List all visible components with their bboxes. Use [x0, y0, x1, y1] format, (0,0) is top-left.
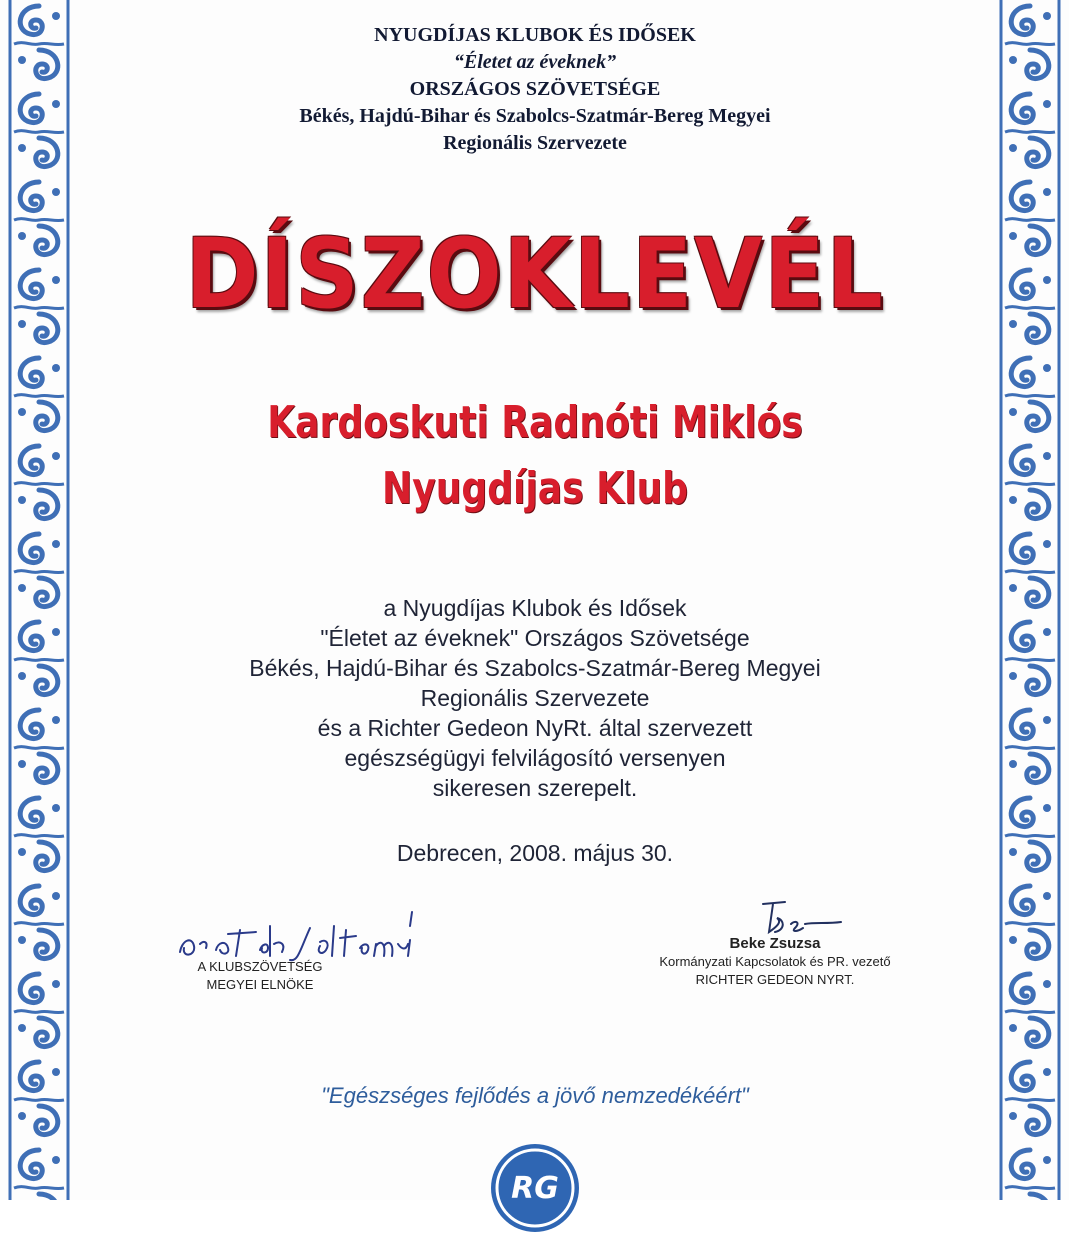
header-line: “Életet az éveknek”: [453, 51, 617, 73]
issuer-header: [130, 22, 940, 157]
body-line: sikeresen szerepelt.: [432, 775, 638, 801]
body-line: a Nyugdíjas Klubok és Idősek: [383, 595, 687, 621]
richter-gedeon-logo-icon: [487, 1140, 583, 1236]
signature-right-handwriting: [755, 898, 845, 938]
certificate-body: [130, 593, 940, 803]
ornamental-border-right: [991, 0, 1069, 1200]
header-line: Regionális Szervezete: [443, 132, 627, 154]
body-line: és a Richter Gedeon NyRt. által szervezett: [317, 715, 753, 741]
body-line: Regionális Szervezete: [420, 685, 650, 711]
signature-right-title: RICHTER GEDEON NYRT.: [695, 972, 855, 987]
svg-text:RG: RG: [511, 1171, 559, 1206]
signature-right-name: Beke Zsuzsa: [729, 935, 821, 952]
recipient-line: Nyugdíjas Klub: [381, 463, 689, 514]
certificate-title: DÍSZOKLEVÉL: [185, 218, 885, 330]
signature-left-title: A KLUBSZÖVETSÉG: [197, 959, 323, 974]
header-line: Békés, Hajdú-Bihar és Szabolcs-Szatmár-Bereg Megyei: [299, 105, 771, 127]
body-line: "Életet az éveknek" Országos Szövetsége: [320, 625, 750, 651]
signature-left: [160, 958, 360, 994]
header-line: NYUGDÍJAS KLUBOK ÉS IDŐSEK: [374, 24, 696, 46]
signature-right: [610, 935, 940, 989]
recipient-name: [203, 390, 867, 522]
header-line: ORSZÁGOS SZÖVETSÉGE: [409, 78, 661, 100]
recipient-line: Kardoskuti Radnóti Miklós: [267, 397, 803, 448]
signature-left-title: MEGYEI ELNÖKE: [206, 977, 314, 992]
signature-right-title: Kormányzati Kapcsolatok és PR. vezető: [659, 954, 891, 969]
body-line: Békés, Hajdú-Bihar és Szabolcs-Szatmár-Bereg Megyei: [249, 655, 821, 681]
issue-date: Debrecen, 2008. május 30.: [396, 840, 674, 866]
body-line: egészségügyi felvilágosító versenyen: [344, 745, 726, 771]
sponsor-slogan: "Egészséges fejlődés a jövő nemzedékéért": [321, 1083, 749, 1108]
ornamental-border-left: [0, 0, 78, 1200]
